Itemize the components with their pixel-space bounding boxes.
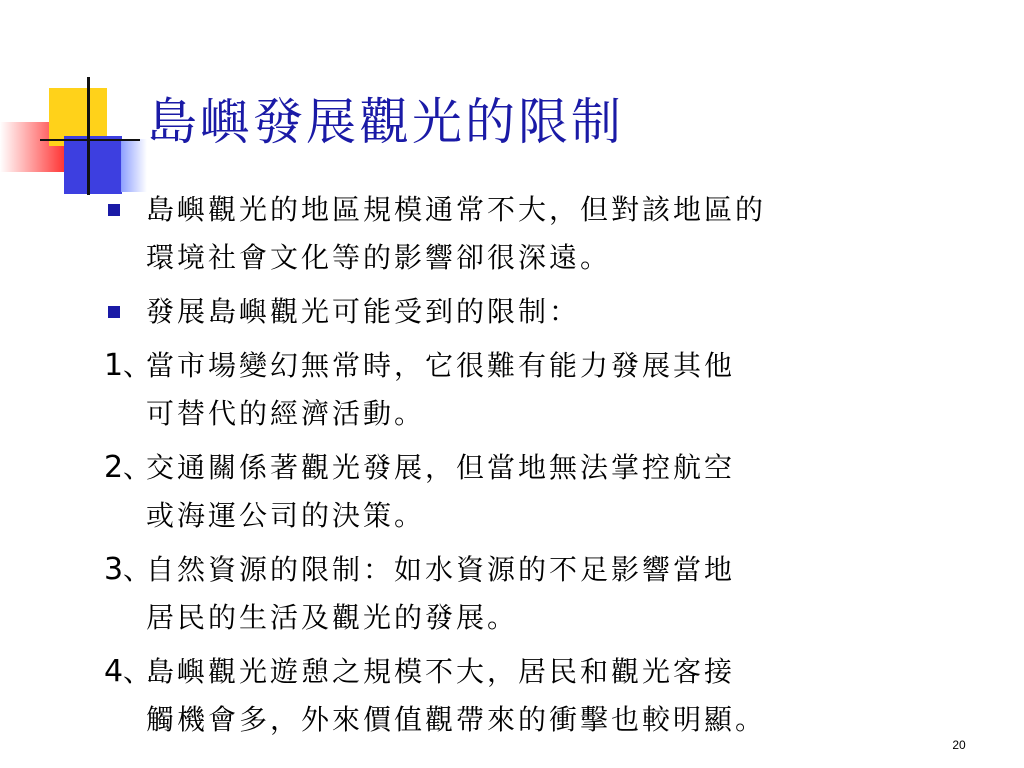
numbered-text-line: 自然資源的限制：如水資源的不足影響當地 xyxy=(146,553,736,586)
square-bullet-icon xyxy=(108,306,120,318)
item-number: 1 xyxy=(104,348,124,383)
numbered-text-line: 居民的生活及觀光的發展。 xyxy=(146,601,519,634)
bullet-text-line: 發展島嶼觀光可能受到的限制： xyxy=(146,295,581,328)
decor-yellow-square xyxy=(49,88,107,146)
decor-vertical-line xyxy=(87,77,90,195)
item-separator: 、 xyxy=(123,553,155,586)
item-number: 3 xyxy=(104,552,124,587)
numbered-text-line: 島嶼觀光遊憩之規模不大，居民和觀光客接 xyxy=(146,655,736,688)
numbered-item xyxy=(104,444,964,540)
numbered-text-line: 當市場變幻無常時，它很難有能力發展其他 xyxy=(146,349,736,382)
item-separator: 、 xyxy=(123,655,155,688)
page-number: 20 xyxy=(952,738,966,752)
bullet-text-line: 島嶼觀光的地區規模通常不大，但對該地區的 xyxy=(146,193,767,226)
numbered-item xyxy=(104,648,964,744)
decor-blue-bar xyxy=(121,139,147,192)
bullet-item xyxy=(104,186,964,282)
item-separator: 、 xyxy=(123,451,155,484)
numbered-text-line: 交通關係著觀光發展，但當地無法掌控航空 xyxy=(146,451,736,484)
numbered-text-line: 可替代的經濟活動。 xyxy=(146,397,426,430)
numbered-text-line: 觸機會多，外來價值觀帶來的衝擊也較明顯。 xyxy=(146,703,767,736)
bullet-item xyxy=(104,288,964,336)
bullet-text-line: 環境社會文化等的影響卻很深遠。 xyxy=(146,241,612,274)
decor-red-bar xyxy=(0,122,66,172)
square-bullet-icon xyxy=(108,204,120,216)
item-separator: 、 xyxy=(123,349,155,382)
numbered-item xyxy=(104,546,964,642)
decor-horizontal-line xyxy=(40,139,140,141)
slide-content xyxy=(104,186,964,750)
slide-title: 島嶼發展觀光的限制 xyxy=(147,93,624,151)
numbered-item xyxy=(104,342,964,438)
item-number: 2 xyxy=(104,450,124,485)
item-number: 4 xyxy=(104,654,124,689)
numbered-text-line: 或海運公司的決策。 xyxy=(146,499,426,532)
